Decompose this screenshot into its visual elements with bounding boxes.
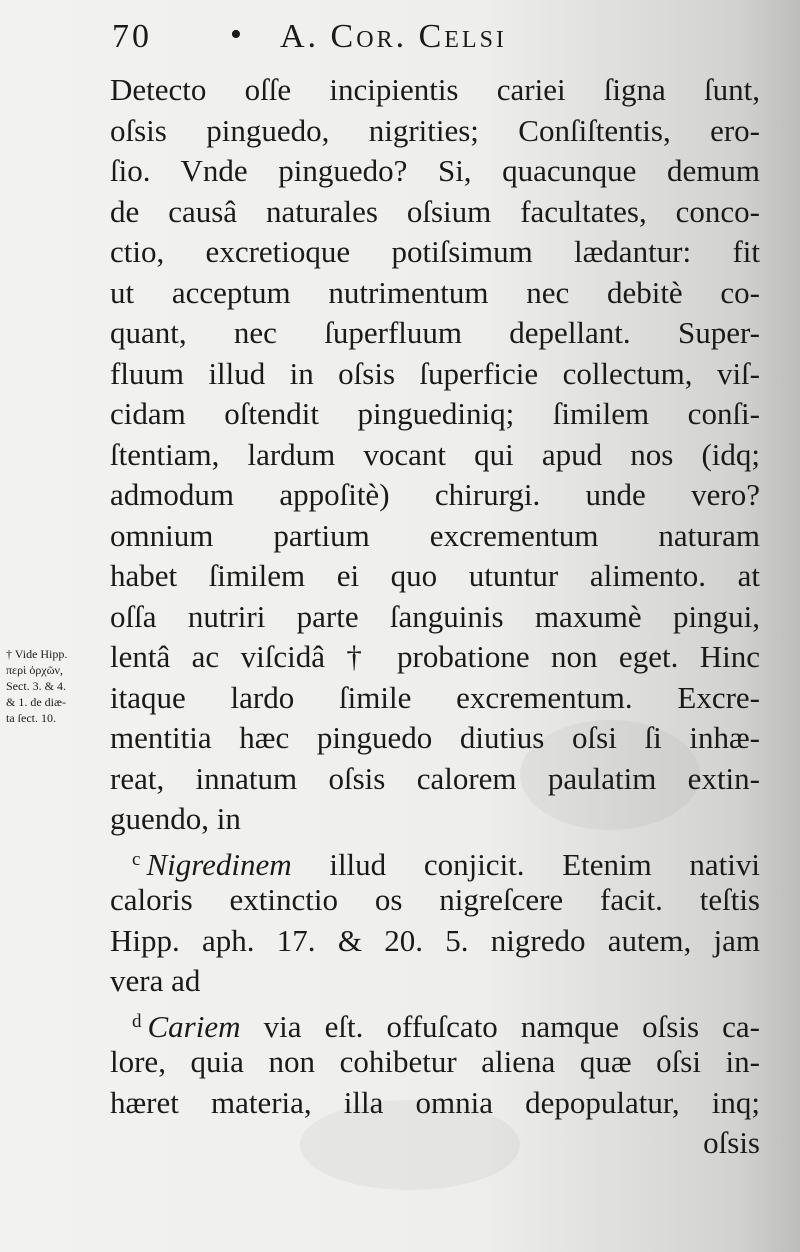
- margin-note-line: ta ſect. 10.: [6, 711, 56, 725]
- text-line: ſio. Vnde pinguedo? Si, quacunque demum: [110, 153, 760, 188]
- catchword: oſsis: [703, 1125, 760, 1160]
- note-c-line: Hipp. aph. 17. & 20. 5. nigredo autem, jam: [110, 922, 760, 958]
- text-line: ctio, excretioque potiſsimum lædantur: fit: [110, 234, 760, 269]
- running-title: A. Cor. Celsi: [280, 18, 507, 55]
- text-line: ſtentiam, lardum vocant qui apud nos (idq;: [110, 436, 760, 472]
- text-line: lentâ ac viſcidâ † probatione non eget. Hinc: [110, 639, 760, 674]
- text-line: quant, nec ſuperfluum depellant. Super-: [110, 315, 760, 350]
- note-d-line: lore, quia non cohibetur aliena quæ oſsi in-: [110, 1044, 760, 1079]
- note-c-marker: c: [132, 848, 141, 870]
- text-line: habet ſimilem ei quo utuntur alimento. at: [110, 558, 760, 593]
- margin-note-line: Sect. 3. & 4.: [6, 679, 66, 693]
- note-d-first-line: [110, 1002, 760, 1043]
- note-c-lemma: Nigredinem: [146, 846, 292, 882]
- page-number: 70: [112, 18, 152, 55]
- note-c-first-line: [110, 840, 760, 881]
- text-line: de causâ naturales oſsium facultates, conco-: [110, 193, 760, 229]
- note-c-text: illud conjicit. Etenim nativi: [291, 846, 760, 882]
- text-line: cidam oſtendit pinguediniq; ſimilem conſi-: [110, 396, 760, 431]
- note-d-text: via eſt. offuſcato namque oſsis ca-: [240, 1008, 760, 1044]
- margin-note-line: περὶ ὀρχῶν,: [6, 663, 63, 677]
- text-line: oſsis pinguedo, nigrities; Conſiſtentis, ero-: [110, 112, 760, 148]
- text-line: guendo, in: [110, 801, 241, 836]
- text-line: fluum illud in oſsis ſuperficie collectum, viſ-: [110, 355, 760, 391]
- margin-note-line: † Vide Hipp.: [6, 647, 68, 661]
- text-line: reat, innatum oſsis calorem paulatim extin-: [110, 760, 760, 796]
- note-d-marker: d: [132, 1010, 142, 1032]
- text-line: Detecto oſſe incipientis cariei ſigna ſunt,: [110, 72, 760, 107]
- note-c-line: caloris extinctio os nigreſcere facit. teſtis: [110, 882, 760, 917]
- text-line: oſſa nutriri parte ſanguinis maxumè pingui,: [110, 598, 760, 634]
- text-line: omnium partium excrementum naturam: [110, 517, 760, 553]
- header-separator: •: [230, 16, 245, 53]
- note-d-lemma: Cariem: [147, 1008, 241, 1044]
- main-text-block: [110, 70, 760, 1164]
- margin-note: [6, 646, 106, 726]
- text-line: ut acceptum nutrimentum nec debitè co-: [110, 274, 760, 310]
- margin-note-line: & 1. de diæ-: [6, 695, 66, 709]
- note-c-line: vera ad: [110, 963, 201, 998]
- text-line: itaque lardo ſimile excrementum. Excre-: [110, 679, 760, 715]
- running-head: [112, 16, 632, 64]
- text-line: admodum appoſitè) chirurgi. unde vero?: [110, 477, 760, 512]
- text-line: mentitia hæc pinguedo diutius oſsi ſi inhæ-: [110, 720, 760, 755]
- note-d-line: hæret materia, illa omnia depopulatur, inq;: [110, 1084, 760, 1120]
